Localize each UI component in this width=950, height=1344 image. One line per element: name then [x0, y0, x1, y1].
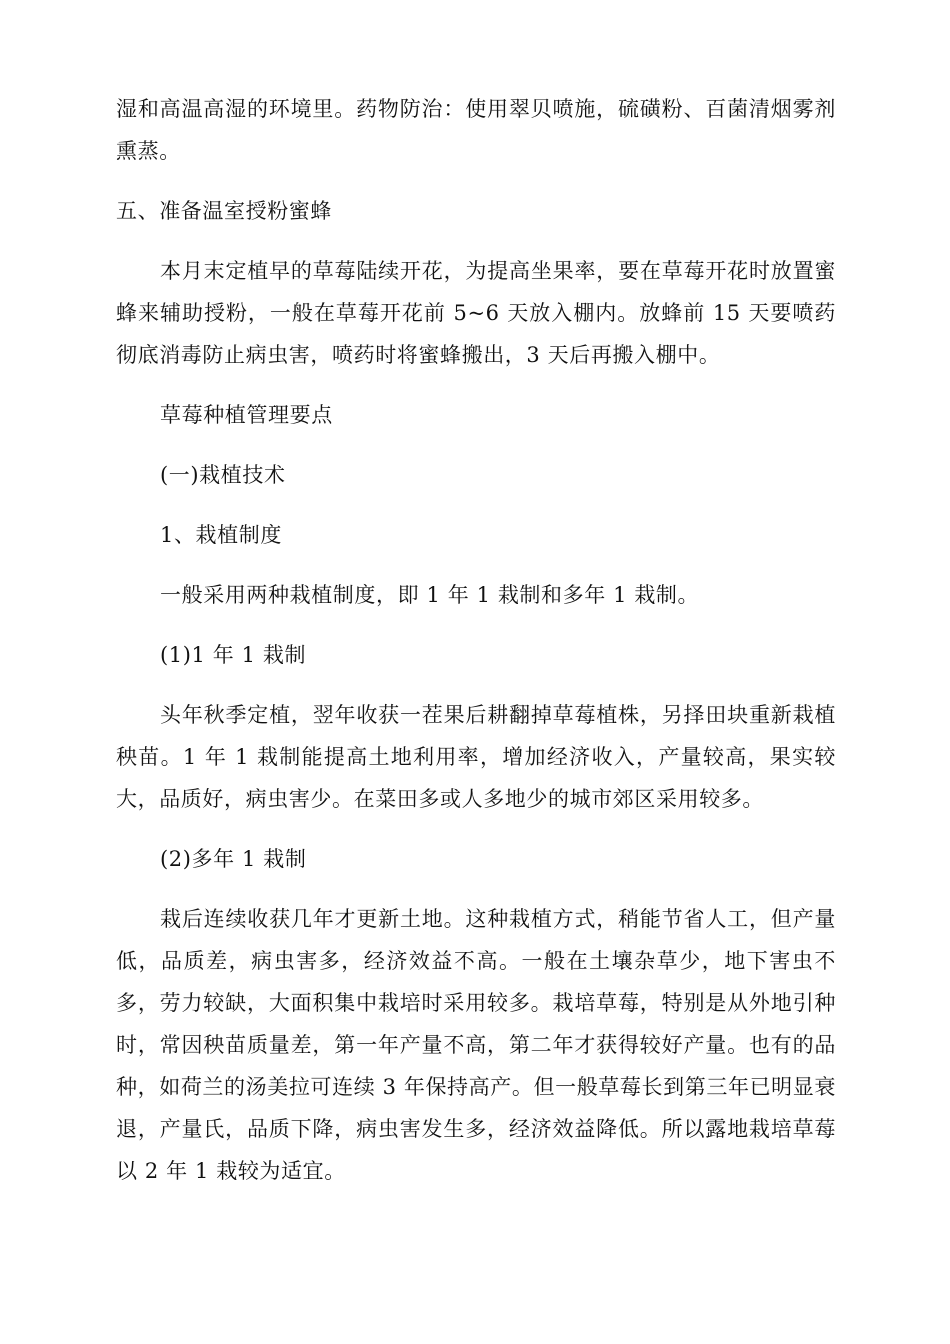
subheading-planting-technique: (一)栽植技术	[160, 463, 286, 487]
document-page	[116, 88, 836, 1192]
subheading-annual-system: (1)1 年 1 栽制	[160, 643, 307, 667]
section-heading-management: 草莓种植管理要点	[160, 403, 333, 427]
paragraph-perennial-system: 栽后连续收获几年才更新土地。这种栽植方式，稍能节省人工，但产量低，品质差，病虫害多，经济效益不高。一般在土壤杂草少，地下害虫不多，劳力较缺，大面积集中栽培时采用较多。栽培草莓，特别是从外地引种时，常因秧苗质量差，第一年产量不高，第二年才获得较好产量。也有的品种，如荷兰的汤美拉可连续 3 年保持高产。但一般草莓长到第三年已明显衰退，产量氏，品质下降，病虫害发生多，经济效益降低。所以露地栽培草莓以 2 年 1 栽较为适宜。	[116, 907, 836, 1183]
subheading-planting-system: 1、栽植制度	[160, 523, 282, 547]
paragraph-continuation: 湿和高温高湿的环境里。药物防治：使用翠贝喷施，硫磺粉、百菌清烟雾剂熏蒸。	[116, 97, 836, 163]
paragraph-bees: 本月末定植早的草莓陆续开花，为提高坐果率，要在草莓开花时放置蜜蜂来辅助授粉，一般在草莓开花前 5~6 天放入棚内。放蜂前 15 天要喷药彻底消毒防止病虫害，喷药时将蜜蜂搬出，3 天后再搬入棚中。	[116, 259, 836, 367]
section-heading-bees: 五、准备温室授粉蜜蜂	[116, 199, 332, 223]
paragraph-annual-system: 头年秋季定植，翌年收获一茬果后耕翻掉草莓植株，另择田块重新栽植秧苗。1 年 1 栽制能提高土地利用率，增加经济收入，产量较高，果实较大，品质好，病虫害少。在菜田多或人多地少的城市郊区采用较多。	[116, 703, 836, 811]
subheading-perennial-system: (2)多年 1 栽制	[160, 847, 307, 871]
paragraph-planting-systems: 一般采用两种栽植制度，即 1 年 1 栽制和多年 1 栽制。	[160, 583, 700, 607]
